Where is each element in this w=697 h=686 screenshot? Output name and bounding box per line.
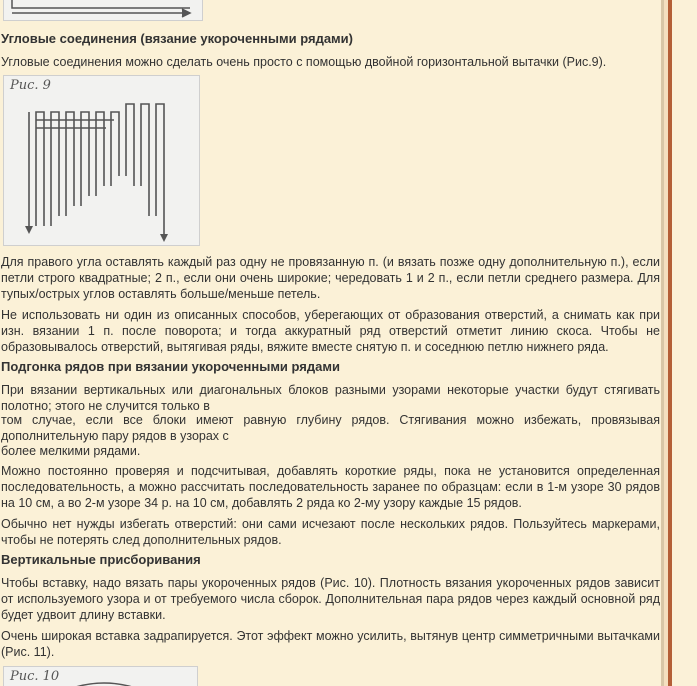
paragraph: Чтобы вставку, надо вязать пары укороченных рядов (Рис. 10). Плотность вязания укороченных рядов зависит от используемого узора и от требуемого числа сборок. Дополнительная пара рядов через каждый основной ряд будет удвоит длину вставки. (1, 576, 660, 622)
paragraph: Очень широкая вставка задрапируется. Этот эффект можно усилить, вытянув центр симметричными вытачками (Рис. 11). (1, 629, 660, 659)
figure-9-diagram (4, 76, 199, 245)
heading-vertical-gathers: Вертикальные присборивания (1, 552, 201, 567)
paragraph: Для правого угла оставлять каждый раз одну не провязанную п. (и вязать позже одну дополнительную п.), если петли строго квадратные; 2 п., если они очень широкие; чередовать 1 и 2 п., если петли среднего размера. Для тупых/острых углов оставлять больше/меньше петель. (1, 255, 660, 301)
paragraph: более мелкими рядами. (1, 444, 141, 458)
paragraph: том случае, если все блоки имеют равную глубину рядов. Стягивания можно избежать, провязывая дополнительную пару рядов в узорах с (1, 413, 660, 443)
figure-label: Рис. 10 (10, 669, 60, 684)
page-margin (672, 0, 697, 686)
heading-corner-joins: Угловые соединения (вязание укороченными рядами) (1, 31, 353, 46)
paragraph: При вязании вертикальных или диагональных блоков разными узорами некоторые участки будут стягивать полотно; этого не случится только в (1, 383, 660, 413)
figure-top-cropped (3, 0, 203, 21)
figure-label: Рис. 9 (10, 78, 51, 93)
figure-9 (3, 75, 200, 246)
heading-row-fitting: Подгонка рядов при вязании укороченными рядами (1, 359, 340, 374)
figure-10 (3, 666, 198, 686)
paragraph: Угловые соединения можно сделать очень просто с помощью двойной горизонтальной вытачки (Рис.9). (1, 55, 607, 69)
paragraph: Не использовать ни один из описанных способов, уберегающих от образования отверстий, а снимать как при изн. вязании 1 п. после поворота; и тогда аккуратный ряд отверстий отметит линию скоса. Чтобы не образовывалось отверстий, вытягивая ряды, вяжите вместе снятую п. и соседнюю петлю нижнего ряда. (1, 308, 660, 354)
paragraph: Обычно нет нужды избегать отверстий: они сами исчезают после нескольких рядов. Пользуйтесь маркерами, чтобы не потерять след дополнительных рядов. (1, 517, 660, 547)
figure-top-drawing (4, 0, 202, 20)
paragraph: Можно постоянно проверяя и подсчитывая, добавлять короткие ряды, пока не установится определенная последовательность, а можно рассчитать последовательность заранее по образцам: если в 1-м узоре 30 рядов на 10 см, а во 2-м узоре 34 р. на 10 см, добавлять 2 ряда ко 2-му узору каждые 15 рядов. (1, 464, 660, 510)
